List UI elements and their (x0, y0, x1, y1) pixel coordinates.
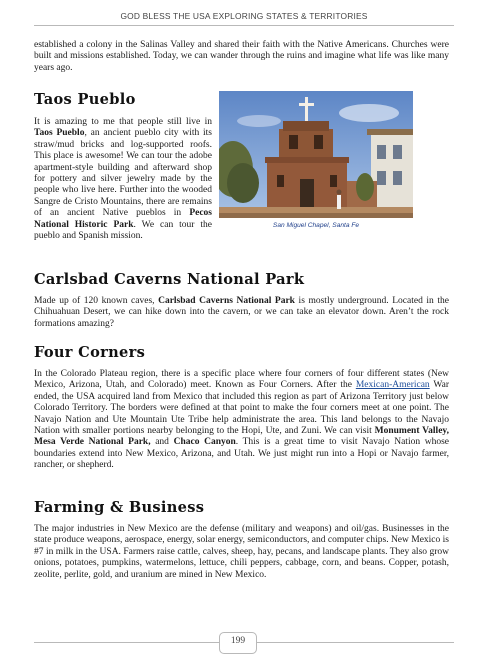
taos-paragraph: It is amazing to me that people still live in Taos Pueblo, an ancient pueblo city with its straw/mud bricks and log-supported roofs. This place is awesome! We can tour the adobe apartment-style building and afterward shop for pottery and silver jewelry made by the people who live here. Further into the wooded Sangre de Cristo Mountains, there are remains of an ancient Native pueblos in Pecos National Historic Park. We can tour the pueblo and Spanish mission. (34, 117, 212, 242)
four-corners-paragraph: In the Colorado Plateau region, there is a specific place where four corners of four different states (New Mexico, Arizona, Utah, and Colorado) meet. Known as Four Corners. After the Mexican-American War ended, the USA acquired land from Mexico that included this region as part of Arizona Territory just below Colorado Territory. The borders were defined at that point to make the four corners meet at one point. The Navajo Nation and Ute Mountain Ute Tribe help administrate the area. This land belongs to the Navajo Nation with smaller portions nearby belonging to the Hopi, Ute, and Zuni. We can visit Monument Valley, Mesa Verde National Park, and Chaco Canyon. This is a great time to visit Navajo Nation whose boundaries extend into New Mexico, Arizona, and Utah. We just might run into a Hopi or Navajo farmer, rancher, or shepherd. (34, 369, 450, 471)
farming-paragraph: The major industries in New Mexico are the defense (military and weapons) and oil/gas. Businesses in the state produce weapons, aerospace, energy, solar energy, semiconductors, and computer chips. New Mexico is #7 in milk in the USA. Farmers raise cattle, calves, sheep, hay, pecans, and landscape plants. They also grow onions, potatoes, pumpkins, watermelons, lettuce, chili peppers, cabbage, corn, and beans. Copper, potash, zeolite, perlite, gold, and uranium are mined in New Mexico. (34, 524, 449, 580)
footer-rule-left (34, 642, 219, 643)
intro-paragraph: established a colony in the Salinas Valley and shared their faith with the Native Americans. Churches were built and missions established. Today, we can wander through the ruins and imagine what life was like many years ago. (34, 40, 449, 73)
heading-farming-business: Farming & Business (34, 499, 205, 516)
photo-caption: San Miguel Chapel, Santa Fe (272, 222, 360, 229)
chapel-illustration (219, 91, 413, 218)
heading-carlsbad-caverns: Carlsbad Caverns National Park (34, 271, 305, 288)
carlsbad-paragraph: Made up of 120 known caves, Carlsbad Caverns National Park is mostly underground. Located in the Chihuahuan Desert, we can hike down into the cavern, or we can take an elevator down. Aren’t the rock formations amazing? (34, 296, 449, 329)
heading-taos-pueblo: Taos Pueblo (34, 91, 136, 108)
running-header: GOD BLESS THE USA EXPLORING STATES & TERRITORIES (120, 11, 368, 21)
page-number: 199 (230, 636, 246, 646)
header-rule (34, 25, 454, 26)
heading-four-corners: Four Corners (34, 344, 146, 361)
mexican-american-link[interactable]: Mexican-American (355, 380, 430, 391)
chapel-photo (219, 91, 413, 218)
footer-rule-right (257, 642, 454, 643)
